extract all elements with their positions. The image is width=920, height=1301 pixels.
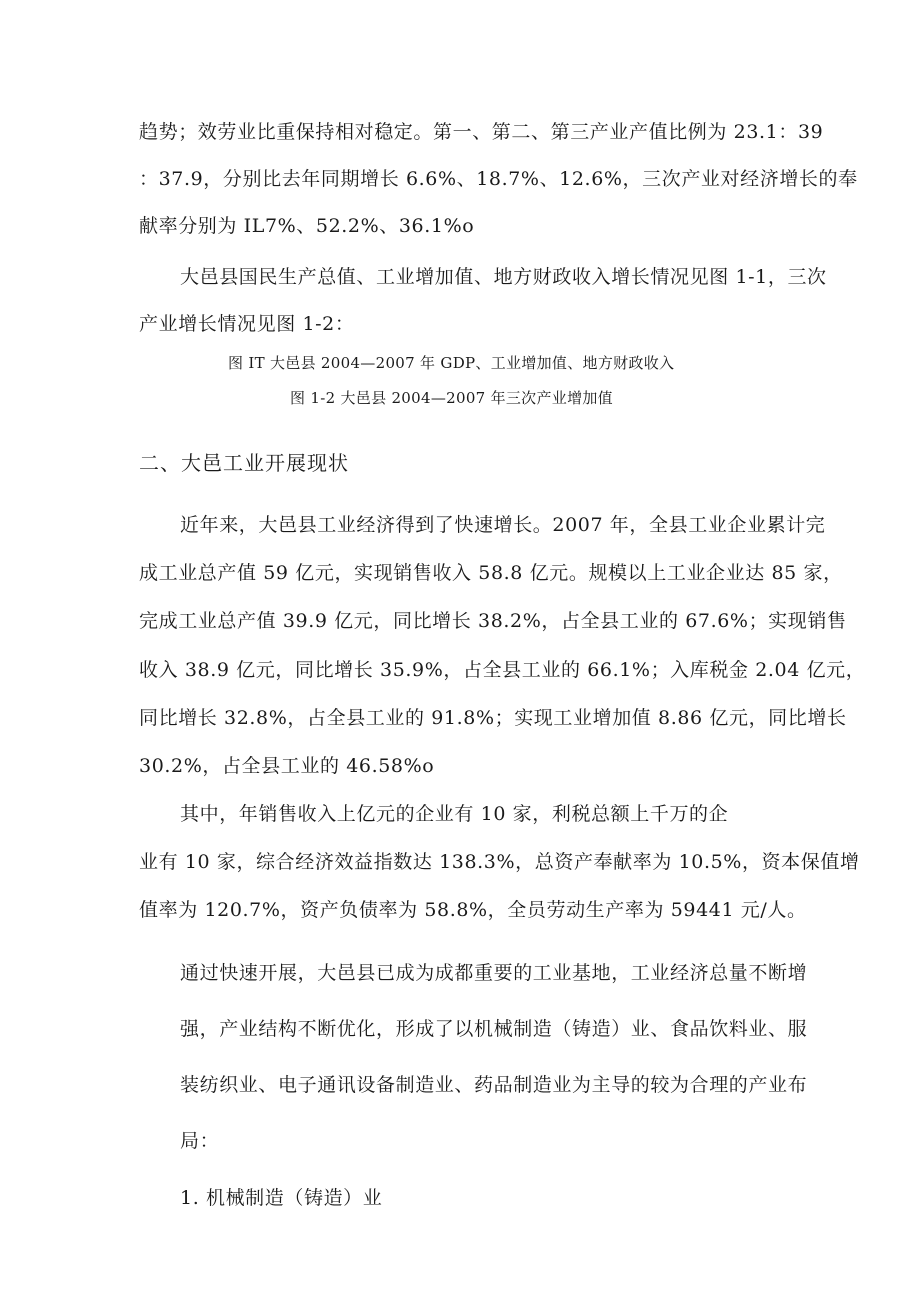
- para1-line3: 献率分别为 IL7%、52.2%、36.1%o: [139, 215, 475, 237]
- para5-line4: 局：: [180, 1130, 220, 1152]
- figure-caption-1: 图 IT 大邑县 2004—2007 年 GDP、工业增加值、地方财政收入: [228, 354, 675, 372]
- section-heading: 二、大邑工业开展现状: [139, 451, 349, 475]
- para3-line1: 近年来，大邑县工业经济得到了快速增长。2007 年，全县工业企业累计完: [180, 514, 826, 536]
- para3-line3: 完成工业总产值 39.9 亿元，同比增长 38.2%，占全县工业的 67.6%；实现销售: [139, 610, 847, 632]
- para1-line2: ：37.9，分别比去年同期增长 6.6%、18.7%、12.6%，三次产业对经济增长的奉: [139, 168, 858, 190]
- para3-line6: 30.2%，占全县工业的 46.58%o: [139, 755, 435, 777]
- para2-line2: 产业增长情况见图 1-2：: [139, 313, 355, 335]
- para4-line1: 其中，年销售收入上亿元的企业有 10 家，利税总额上千万的企: [180, 803, 729, 825]
- para1-line1: 趋势；效劳业比重保持相对稳定。第一、第二、第三产业产值比例为 23.1：39: [139, 121, 824, 143]
- para3-line2: 成工业总产值 59 亿元，实现销售收入 58.8 亿元。规模以上工业企业达 85 家，: [139, 562, 843, 584]
- para3-line5: 同比增长 32.8%，占全县工业的 91.8%；实现工业增加值 8.86 亿元，同比增长: [139, 707, 847, 729]
- para4-line3: 值率为 120.7%，资产负债率为 58.8%，全员劳动生产率为 59441 元/人。: [139, 899, 807, 921]
- para5-line3: 装纺织业、电子通讯设备制造业、药品制造业为主导的较为合理的产业布: [180, 1074, 808, 1096]
- para5-line2: 强，产业结构不断优化，形成了以机械制造（铸造）业、食品饮料业、服: [180, 1018, 808, 1040]
- para5-line1: 通过快速开展，大邑县已成为成都重要的工业基地，工业经济总量不断增: [180, 962, 808, 984]
- subheading-machinery: 1. 机械制造（铸造）业: [180, 1187, 383, 1209]
- para4-line2: 业有 10 家，综合经济效益指数达 138.3%，总资产奉献率为 10.5%，资本保值增: [139, 851, 860, 873]
- para2-line1: 大邑县国民生产总值、工业增加值、地方财政收入增长情况见图 1-1，三次: [180, 266, 827, 288]
- figure-caption-2: 图 1-2 大邑县 2004—2007 年三次产业增加值: [290, 389, 613, 407]
- para3-line4: 收入 38.9 亿元，同比增长 35.9%，占全县工业的 66.1%；入库税金 2.04 亿元，: [139, 659, 866, 681]
